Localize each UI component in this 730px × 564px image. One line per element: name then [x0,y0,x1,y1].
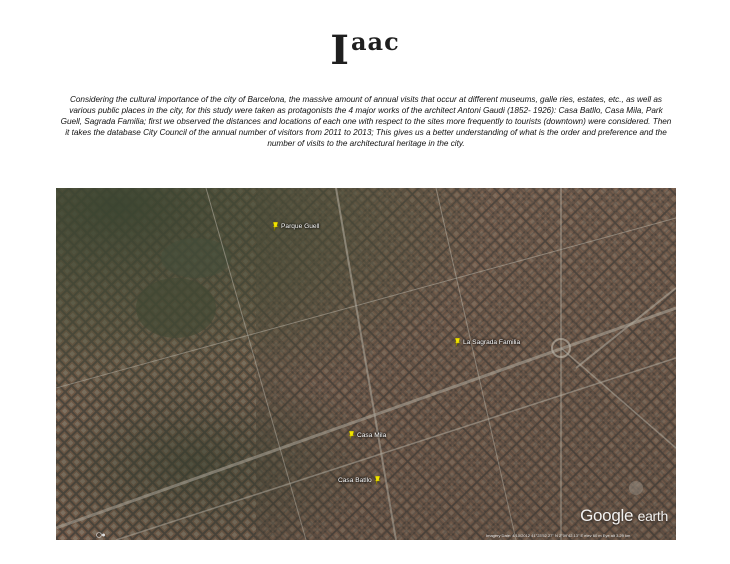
logo-letter: I [330,27,350,74]
placemark-label: La Sagrada Familia [463,339,521,346]
satellite-map[interactable] [56,188,676,540]
placemark-parque-guell[interactable] [272,222,320,231]
google-earth-logo [580,506,668,526]
placemark-label: Casa Batllo [338,477,372,484]
google-wordmark: Google [580,506,634,525]
navigation-control-icon[interactable] [96,532,106,538]
earth-wordmark: earth [637,508,668,524]
logo-superscript: aac [351,27,400,56]
pushpin-icon [348,431,355,440]
placemark-sagrada-familia[interactable] [454,338,520,347]
pushpin-icon [454,338,461,347]
iaac-logo [0,18,730,75]
aerial-imagery [56,188,676,540]
imagery-status-bar: Imagery Date: 4/10/2012 41°23'52.27" N 2°09'42.13" E elev 60 m Eye alt 3.29 km [486,533,631,538]
intro-paragraph: Considering the cultural importance of the city of Barcelona, the massive amount of annual visits that occur at different museums, galle ries, estates, etc., as well as various public places in the city, for this study were taken as protagonists the 4 major works of the architect Antoni Gaudi (1852- 1926): Casa Batllo, Casa Mila, Park Guell, Sagrada Familia; first we observed the distances and locations of each one with respect to the sites more frequently to tourists (downtown) were considered. Then it takes the database City Council of the annual number of visitors from 2011 to 2013; This gives us a better understanding of what is the order and preference and the number of visits to the architectural heritage in the city. [60,95,672,148]
pushpin-icon [272,222,279,231]
placemark-label: Casa Mila [357,432,387,439]
pushpin-icon [374,476,381,485]
placemark-casa-mila[interactable] [348,431,386,440]
placemark-label: Parque Guell [281,223,320,230]
placemark-casa-batllo[interactable] [338,476,381,485]
